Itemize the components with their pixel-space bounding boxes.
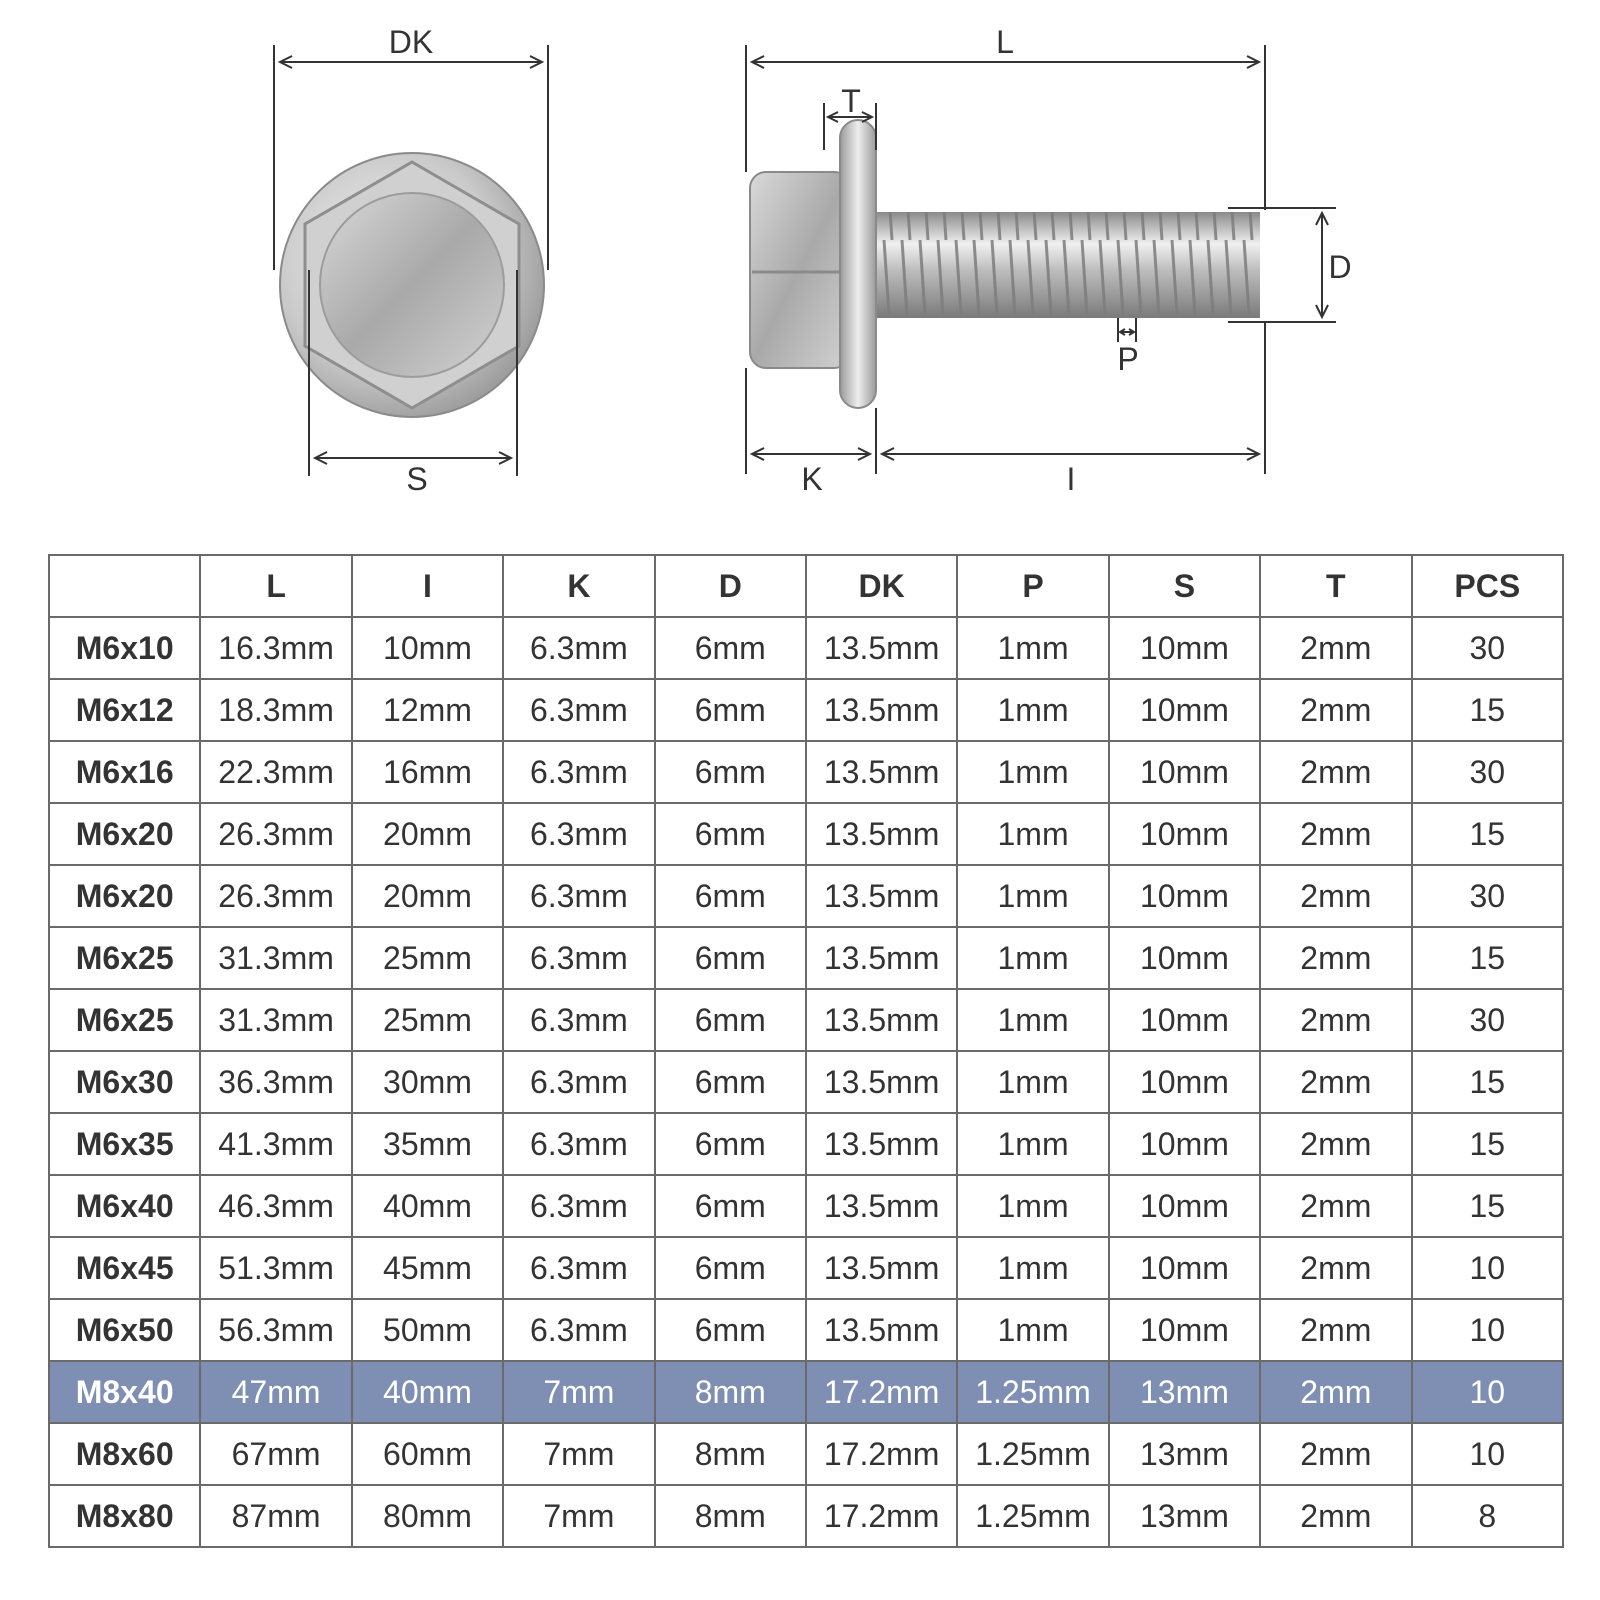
table-cell: 1mm (957, 617, 1108, 679)
table-cell: 50mm (352, 1299, 503, 1361)
header-k: K (503, 555, 654, 617)
table-cell: 2mm (1260, 1423, 1411, 1485)
table-row (49, 803, 1563, 865)
table-cell: 10mm (1109, 1175, 1260, 1237)
table-cell: 2mm (1260, 1051, 1411, 1113)
table-cell: 35mm (352, 1113, 503, 1175)
table-cell: 13.5mm (806, 989, 957, 1051)
i-dimension (882, 322, 1265, 474)
table-cell: 13.5mm (806, 865, 957, 927)
table-cell: 25mm (352, 989, 503, 1051)
bolt-hex-head (750, 172, 850, 368)
table-cell: 67mm (200, 1423, 351, 1485)
table-cell: 40mm (352, 1175, 503, 1237)
table-cell: 6mm (655, 1175, 806, 1237)
table-cell: 1.25mm (957, 1423, 1108, 1485)
table-cell: 10mm (1109, 741, 1260, 803)
row-size: M6x12 (49, 679, 200, 741)
table-cell: 15 (1412, 1175, 1563, 1237)
table-cell: 10 (1412, 1423, 1563, 1485)
header-i: I (352, 555, 503, 617)
header-d: D (655, 555, 806, 617)
table-cell: 8 (1412, 1485, 1563, 1547)
bolt-flange (840, 120, 876, 408)
table-cell: 1mm (957, 679, 1108, 741)
table-row (49, 927, 1563, 989)
table-cell: 10mm (1109, 617, 1260, 679)
table-cell: 6.3mm (503, 741, 654, 803)
table-cell: 26.3mm (200, 865, 351, 927)
table-header-row (49, 555, 1563, 617)
table-cell: 6mm (655, 617, 806, 679)
table-cell: 10mm (1109, 865, 1260, 927)
table-row (49, 1361, 1563, 1423)
table-cell: 10mm (352, 617, 503, 679)
table-cell: 13mm (1109, 1361, 1260, 1423)
table-cell: 10mm (1109, 1113, 1260, 1175)
table-body (49, 617, 1563, 1547)
table-cell: 13.5mm (806, 679, 957, 741)
table-cell: 6mm (655, 865, 806, 927)
row-size: M6x25 (49, 989, 200, 1051)
table-cell: 13.5mm (806, 1237, 957, 1299)
row-size: M6x10 (49, 617, 200, 679)
table-cell: 56.3mm (200, 1299, 351, 1361)
header-dk: DK (806, 555, 957, 617)
table-cell: 1mm (957, 989, 1108, 1051)
header-t: T (1260, 555, 1411, 617)
table-cell: 8mm (655, 1423, 806, 1485)
table-cell: 46.3mm (200, 1175, 351, 1237)
table-cell: 2mm (1260, 927, 1411, 989)
table-cell: 1mm (957, 1175, 1108, 1237)
row-size: M6x40 (49, 1175, 200, 1237)
table-cell: 2mm (1260, 865, 1411, 927)
t-label: T (841, 83, 861, 119)
table-cell: 1mm (957, 927, 1108, 989)
table-cell: 13.5mm (806, 1299, 957, 1361)
row-size: M6x50 (49, 1299, 200, 1361)
table-cell: 87mm (200, 1485, 351, 1547)
table-cell: 7mm (503, 1485, 654, 1547)
table-cell: 30 (1412, 989, 1563, 1051)
table-row (49, 1485, 1563, 1547)
table-cell: 10 (1412, 1361, 1563, 1423)
table-cell: 6mm (655, 741, 806, 803)
table-cell: 13.5mm (806, 741, 957, 803)
table-cell: 15 (1412, 1113, 1563, 1175)
table-cell: 2mm (1260, 1175, 1411, 1237)
p-dimension (1118, 318, 1136, 342)
table-cell: 25mm (352, 927, 503, 989)
table-cell: 13mm (1109, 1485, 1260, 1547)
bolt-spec-table (48, 554, 1564, 1548)
table-cell: 2mm (1260, 989, 1411, 1051)
table-cell: 6.3mm (503, 1175, 654, 1237)
table-cell: 30mm (352, 1051, 503, 1113)
table-cell: 1mm (957, 1299, 1108, 1361)
table-cell: 6mm (655, 1051, 806, 1113)
table-row (49, 679, 1563, 741)
table-cell: 60mm (352, 1423, 503, 1485)
table-cell: 40mm (352, 1361, 503, 1423)
table-row (49, 741, 1563, 803)
table-cell: 16.3mm (200, 617, 351, 679)
row-size: M6x20 (49, 865, 200, 927)
table-cell: 36.3mm (200, 1051, 351, 1113)
table-cell: 13.5mm (806, 927, 957, 989)
table-cell: 1.25mm (957, 1485, 1108, 1547)
table-cell: 30 (1412, 741, 1563, 803)
table-cell: 8mm (655, 1485, 806, 1547)
table-cell: 10 (1412, 1299, 1563, 1361)
table-cell: 6.3mm (503, 679, 654, 741)
s-label: S (406, 461, 428, 497)
bolt-dimension-diagram (0, 0, 1600, 540)
header-size (49, 555, 200, 617)
table-cell: 30 (1412, 617, 1563, 679)
table-cell: 15 (1412, 927, 1563, 989)
table-row (49, 1113, 1563, 1175)
d-label: D (1328, 249, 1352, 285)
table-cell: 13.5mm (806, 617, 957, 679)
table-cell: 7mm (503, 1423, 654, 1485)
table-cell: 15 (1412, 679, 1563, 741)
table-cell: 13.5mm (806, 1051, 957, 1113)
table-cell: 2mm (1260, 803, 1411, 865)
table-cell: 26.3mm (200, 803, 351, 865)
table-cell: 10mm (1109, 679, 1260, 741)
p-label: P (1117, 341, 1139, 377)
table-cell: 18.3mm (200, 679, 351, 741)
table-cell: 2mm (1260, 1361, 1411, 1423)
table-cell: 10 (1412, 1237, 1563, 1299)
l-label: L (996, 24, 1014, 60)
table-cell: 20mm (352, 803, 503, 865)
table-cell: 15 (1412, 803, 1563, 865)
row-size: M6x16 (49, 741, 200, 803)
table-row (49, 1423, 1563, 1485)
table-cell: 2mm (1260, 741, 1411, 803)
table-cell: 6.3mm (503, 865, 654, 927)
row-size: M6x35 (49, 1113, 200, 1175)
header-s: S (1109, 555, 1260, 617)
table-cell: 6.3mm (503, 803, 654, 865)
table-cell: 2mm (1260, 617, 1411, 679)
row-size: M8x80 (49, 1485, 200, 1547)
table-cell: 31.3mm (200, 927, 351, 989)
table-cell: 80mm (352, 1485, 503, 1547)
table-cell: 10mm (1109, 927, 1260, 989)
row-size: M6x25 (49, 927, 200, 989)
table-row (49, 1299, 1563, 1361)
table-cell: 10mm (1109, 1051, 1260, 1113)
table-cell: 6mm (655, 679, 806, 741)
table-cell: 1mm (957, 1237, 1108, 1299)
table-cell: 1mm (957, 803, 1108, 865)
table-cell: 17.2mm (806, 1485, 957, 1547)
table-cell: 6mm (655, 989, 806, 1051)
header-l: L (200, 555, 351, 617)
table-cell: 13.5mm (806, 1175, 957, 1237)
table-cell: 1mm (957, 865, 1108, 927)
row-size: M6x45 (49, 1237, 200, 1299)
table-cell: 45mm (352, 1237, 503, 1299)
table-cell: 6mm (655, 1299, 806, 1361)
table-cell: 31.3mm (200, 989, 351, 1051)
table-cell: 10mm (1109, 989, 1260, 1051)
header-pcs: PCS (1412, 555, 1563, 617)
table-cell: 10mm (1109, 1299, 1260, 1361)
table-cell: 6.3mm (503, 1237, 654, 1299)
head-cap (320, 193, 504, 377)
table-cell: 16mm (352, 741, 503, 803)
table-cell: 1mm (957, 1113, 1108, 1175)
table-cell: 13mm (1109, 1423, 1260, 1485)
table-cell: 17.2mm (806, 1423, 957, 1485)
table-cell: 10mm (1109, 1237, 1260, 1299)
table-cell: 41.3mm (200, 1113, 351, 1175)
table-cell: 51.3mm (200, 1237, 351, 1299)
k-label: K (801, 461, 823, 497)
table-cell: 6mm (655, 927, 806, 989)
table-cell: 13.5mm (806, 803, 957, 865)
row-size: M6x20 (49, 803, 200, 865)
table-cell: 2mm (1260, 679, 1411, 741)
table-cell: 1mm (957, 741, 1108, 803)
table-cell: 2mm (1260, 1113, 1411, 1175)
table-cell: 12mm (352, 679, 503, 741)
bolt-top-view (280, 153, 544, 417)
table-cell: 17.2mm (806, 1361, 957, 1423)
table-cell: 6.3mm (503, 1051, 654, 1113)
table-cell: 6.3mm (503, 989, 654, 1051)
table-cell: 6mm (655, 1237, 806, 1299)
table-cell: 6mm (655, 1113, 806, 1175)
table-cell: 6.3mm (503, 927, 654, 989)
table-row (49, 989, 1563, 1051)
table-row (49, 1237, 1563, 1299)
table-cell: 6.3mm (503, 1299, 654, 1361)
i-label: I (1066, 461, 1076, 497)
table-row (49, 1175, 1563, 1237)
table-cell: 30 (1412, 865, 1563, 927)
table-cell: 10mm (1109, 803, 1260, 865)
row-size: M8x60 (49, 1423, 200, 1485)
table-cell: 13.5mm (806, 1113, 957, 1175)
table-row (49, 1051, 1563, 1113)
table-row (49, 617, 1563, 679)
dk-label: DK (388, 24, 434, 60)
table-cell: 6.3mm (503, 1113, 654, 1175)
table-cell: 20mm (352, 865, 503, 927)
table-cell: 22.3mm (200, 741, 351, 803)
table-cell: 1.25mm (957, 1361, 1108, 1423)
bolt-threads (874, 212, 1260, 318)
table-cell: 8mm (655, 1361, 806, 1423)
table-cell: 2mm (1260, 1485, 1411, 1547)
table-cell: 2mm (1260, 1237, 1411, 1299)
table-cell: 6.3mm (503, 617, 654, 679)
table-cell: 6mm (655, 803, 806, 865)
row-size: M6x30 (49, 1051, 200, 1113)
table-row (49, 865, 1563, 927)
header-p: P (957, 555, 1108, 617)
table-cell: 15 (1412, 1051, 1563, 1113)
table-cell: 2mm (1260, 1299, 1411, 1361)
table-cell: 47mm (200, 1361, 351, 1423)
table-cell: 1mm (957, 1051, 1108, 1113)
bolt-side-view (750, 120, 1260, 408)
table-cell: 7mm (503, 1361, 654, 1423)
row-size: M8x40 (49, 1361, 200, 1423)
